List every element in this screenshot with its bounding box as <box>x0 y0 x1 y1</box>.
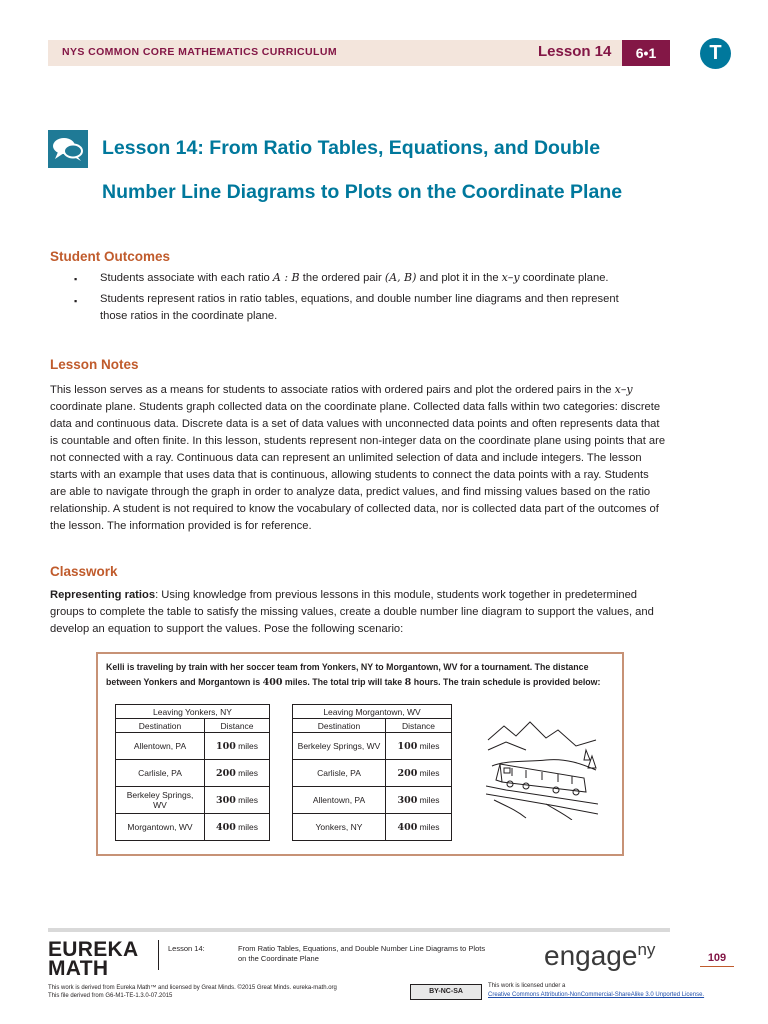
destination-cell: Morgantown, WV <box>116 814 205 841</box>
ratio-math: A : B <box>272 271 300 284</box>
lesson-title <box>102 126 722 214</box>
table-row <box>116 760 270 787</box>
logo-line-1: EUREKA <box>48 938 139 961</box>
destination-cell: Carlisle, PA <box>116 760 205 787</box>
classwork-text: : Using knowledge from previous lessons in this module, students work together in predetermined groups to complete the table to satisfy the missing values, create a double number line diagram to support the values, and develop an equation to support the values. Pose the following scenario: <box>50 589 654 635</box>
student-outcomes-heading: Student Outcomes <box>50 249 171 264</box>
distance-unit: miles <box>417 821 440 832</box>
distance-unit: miles <box>417 767 440 778</box>
engage-text: engage <box>544 940 638 971</box>
table-row <box>293 760 452 787</box>
distance-number: 400 <box>215 821 236 833</box>
lesson-notes-paragraph <box>50 381 666 535</box>
outcome-2-text: Students represent ratios in ratio tables, equations, and double number line diagrams and then represent those ratios in the coordinate plane. <box>100 293 619 322</box>
distance-number: 100 <box>397 740 418 752</box>
distance-cell <box>205 814 270 841</box>
grade-module-badge: 6•1 <box>622 40 670 66</box>
notes-text-start: This lesson serves as a means for students to associate ratios with ordered pairs and plot the ordered pairs in the <box>50 384 615 396</box>
distance-unit: miles <box>417 740 440 751</box>
curriculum-label: NYS COMMON CORE MATHEMATICS CURRICULUM <box>62 46 337 58</box>
distance-unit: miles <box>235 821 259 832</box>
table-leaving-morgantown <box>292 704 452 841</box>
destination-cell: Berkeley Springs, WV <box>116 787 205 814</box>
footer-lesson-label: Lesson 14: <box>168 944 205 953</box>
table-row <box>293 814 452 841</box>
ny-text: ny <box>637 940 656 959</box>
title-line-2: Number Line Diagrams to Plots on the Coordinate Plane <box>102 181 623 203</box>
scenario-part-1: Kelli is traveling by train with her soccer team from Yonkers, NY to Morgantown, WV for a tournament. The distance between Yonkers and Morgantown is <box>106 662 589 687</box>
destination-cell: Carlisle, PA <box>293 760 386 787</box>
distance-number: 200 <box>397 767 418 779</box>
distance-cell <box>386 760 452 787</box>
license-text <box>488 982 748 1000</box>
representing-ratios-label: Representing ratios <box>50 589 156 601</box>
cc-badge-text: BY-NC-SA <box>429 988 463 995</box>
distance-cell <box>386 787 452 814</box>
footer-title-line-1: From Ratio Tables, Equations, and Double Number Line Diagrams to Plots <box>238 944 486 953</box>
header-lesson: Lesson 14 <box>538 43 612 60</box>
lesson-notes-heading: Lesson Notes <box>50 357 139 372</box>
scenario-part-3: hours. The train schedule is provided below: <box>411 677 601 687</box>
license-link[interactable]: Creative Commons Attribution-NonCommercial-ShareAlike 3.0 Unported License. <box>488 992 705 998</box>
destination-cell: Allentown, PA <box>293 787 386 814</box>
destination-cell: Berkeley Springs, WV <box>293 733 386 760</box>
scenario-part-2: miles. The total trip will take <box>282 677 405 687</box>
distance-unit: miles <box>235 794 259 805</box>
footer-title-line-2: on the Coordinate Plane <box>238 954 319 963</box>
distance-number: 200 <box>215 767 236 779</box>
title-line-1: Lesson 14: From Ratio Tables, Equations, and Double <box>102 137 601 159</box>
hours-value: 8 <box>404 677 412 688</box>
classwork-heading: Classwork <box>50 564 118 579</box>
table-row <box>116 733 270 760</box>
table-row <box>116 787 270 814</box>
footer-credit <box>48 984 398 1000</box>
column-header: Destination <box>116 719 205 733</box>
credit-line-1: This work is derived from Eureka Math™ and licensed by Great Minds. ©2015 Great Minds. eureka-math.org <box>48 985 337 991</box>
distance-number: 100 <box>215 740 236 752</box>
table-title: Leaving Yonkers, NY <box>116 705 270 719</box>
distance-cell <box>386 733 452 760</box>
distance-cell <box>386 814 452 841</box>
scenario-box <box>96 652 624 856</box>
xy-math: x–y <box>614 383 633 396</box>
eureka-math-logo <box>48 940 138 978</box>
outcomes-list <box>48 269 668 325</box>
bullet-marker: ▪ <box>74 274 78 284</box>
destination-cell: Yonkers, NY <box>293 814 386 841</box>
column-header: Distance <box>205 719 270 733</box>
destination-cell: Allentown, PA <box>116 733 205 760</box>
column-header: Distance <box>386 719 452 733</box>
xy-math: x–y <box>501 271 520 284</box>
outcome-1-text-mid2: and plot it in the <box>416 272 502 284</box>
column-header: Destination <box>293 719 386 733</box>
distance-cell <box>205 733 270 760</box>
notes-text-rest: coordinate plane. Students graph collected data on the coordinate plane. Collected data falls within two categories: discrete data and continuous data. Discrete data is a set of data values with unconnected data points and often represents data that is countable and often finite. In this lesson, students represent non-integer data on the coordinate plane using points that are not connected with a ray. Continuous data can represent an unlimited selection of data and include integers. The lesson starts with an example that uses data that is continuous, allowing students to connect the data points with a ray. Students are able to navigate through the graph in order to analyze data, predict values, and find missing values based on the ratio relationship. A student is not required to know the vocabulary of collected data, nor is collected data part of the outcomes of the lesson. The information provided is for reference. <box>50 401 666 532</box>
distance-number: 400 <box>397 821 418 833</box>
distance-unit: miles <box>417 794 440 805</box>
distance-value: 400 <box>262 677 283 688</box>
list-item <box>48 269 668 288</box>
scenario-text <box>106 660 614 690</box>
outcome-1-text-mid: the ordered pair <box>299 272 385 284</box>
list-item <box>48 291 668 325</box>
license-line: This work is licensed under a <box>488 983 566 989</box>
page-number: 109 <box>700 952 734 967</box>
distance-cell <box>205 760 270 787</box>
distance-unit: miles <box>235 740 259 751</box>
teacher-badge: T <box>700 38 731 69</box>
footer-divider <box>48 928 670 932</box>
distance-unit: miles <box>235 767 259 778</box>
footer-separator <box>158 940 159 970</box>
footer-lesson-title <box>238 944 538 964</box>
creative-commons-badge[interactable] <box>410 984 482 1000</box>
bullet-marker: ▪ <box>74 296 78 306</box>
distance-number: 300 <box>397 794 418 806</box>
logo-line-2: MATH <box>48 957 109 980</box>
table-row <box>116 814 270 841</box>
credit-line-2: This file derived from G6-M1-TE-1.3.0-07.2015 <box>48 993 173 999</box>
ordered-pair-math: (A, B) <box>384 271 417 284</box>
table-leaving-yonkers <box>115 704 270 841</box>
table-row <box>293 733 452 760</box>
table-title: Leaving Morgantown, WV <box>293 705 452 719</box>
outcome-1-text-end: coordinate plane. <box>519 272 609 284</box>
table-row <box>293 787 452 814</box>
classwork-paragraph <box>50 587 666 638</box>
header-bar <box>48 40 670 66</box>
distance-number: 300 <box>215 794 236 806</box>
speech-bubbles-icon <box>48 130 88 168</box>
engageny-logo <box>544 940 655 972</box>
distance-cell <box>205 787 270 814</box>
train-illustration <box>486 720 598 820</box>
outcome-1-text: Students associate with each ratio <box>100 272 273 284</box>
